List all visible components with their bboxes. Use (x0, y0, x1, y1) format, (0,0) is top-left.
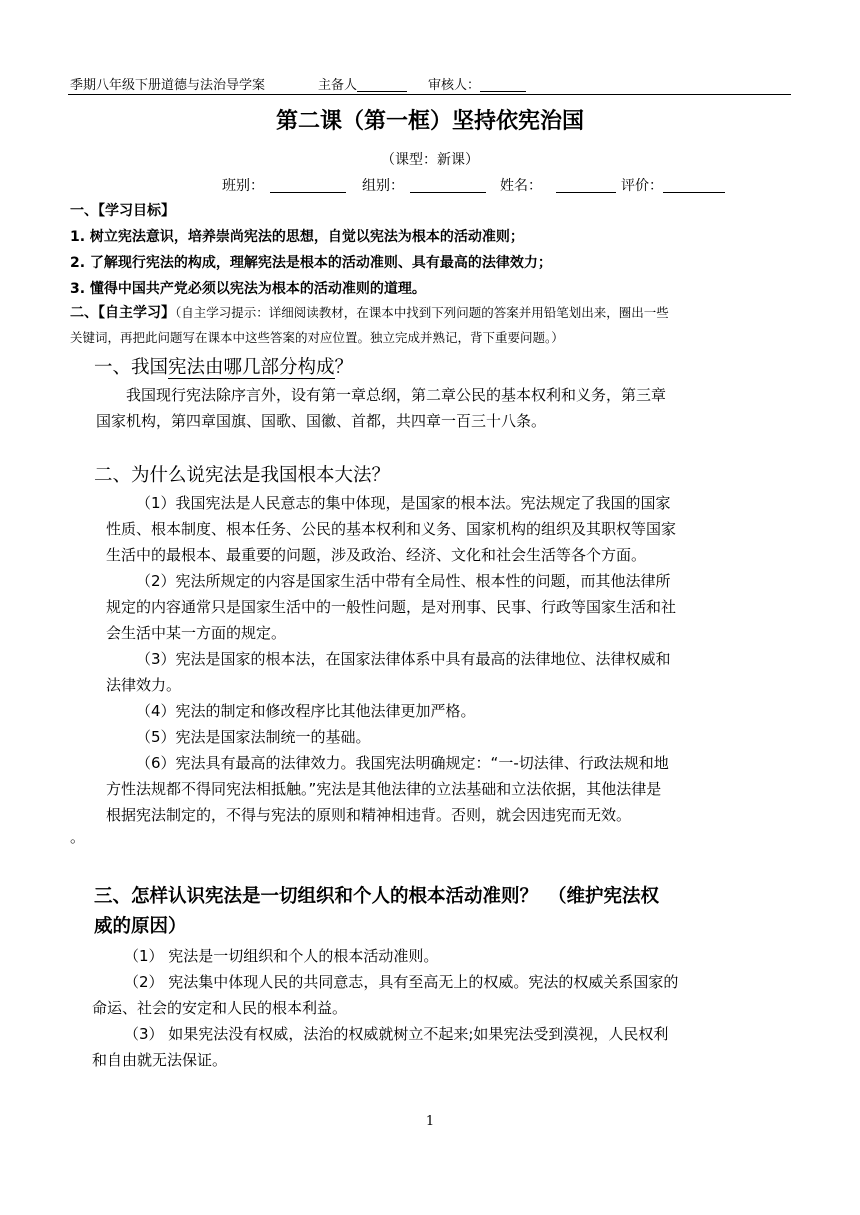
goals-heading: 一、【学习目标】 (70, 203, 175, 219)
lesson-type: （课型：新课） (381, 152, 479, 168)
self-study-heading-row (70, 302, 669, 322)
header-reviewer-label: 审核人： (428, 78, 481, 93)
q3-line: （1） 宪法是一切组织和个人的根本活动准则。 (124, 947, 439, 965)
q2-line: 规定的内容通常只是国家生活中的一般性问题，是对刑事、民事、行政等国家生活和社 (106, 598, 677, 616)
q3-line: （3） 如果宪法没有权威，法治的权威就树立不起来;如果宪法受到漠视，人民权利 (124, 1025, 669, 1043)
header-course-label: 季期八年级下册道德与法治导学案 (70, 78, 266, 93)
q2-line: 根据宪法制定的，不得与宪法的原则和精神相违背。否则，就会因违宪而无效。 (106, 806, 632, 824)
q2-line: 会生活中某一方面的规定。 (106, 624, 287, 642)
goal-item: 2. 了解现行宪法的构成，理解宪法是根本的活动准则、具有最高的法律效力； (70, 255, 552, 271)
self-study-hint-1: （自主学习提示：详细阅读教材，在课本中找到下列问题的答案并用铅笔划出来，圈出一些 (175, 305, 669, 320)
q2-line: （1）我国宪法是人民意志的集中体现，是国家的根本法。宪法规定了我国的国家 (136, 494, 671, 512)
class-field (222, 175, 346, 195)
q2-line: （2）宪法所规定的内容是国家生活中带有全局性、根本性的问题，而其他法律所 (136, 572, 671, 590)
q2-line: （3）宪法是国家的根本法，在国家法律体系中具有最高的法律地位、法律权威和 (136, 650, 671, 668)
group-label: 组别： (362, 178, 404, 194)
name-label: 姓名： (500, 178, 542, 194)
q3-line: 命运、社会的安定和人民的根本利益。 (92, 999, 348, 1017)
header-preparer (318, 74, 407, 93)
q2-line: 方性法规都不得同宪法相抵触。”宪法是其他法律的立法基础和立法依据，其他法律是 (106, 780, 662, 798)
goal-item: 3. 懂得中国共产党必须以宪法为根本的活动准则的道理。 (70, 281, 426, 297)
q1-line: 国家机构，第四章国旗、国歌、国徽、首都，共四章一百三十八条。 (96, 412, 547, 430)
q3-heading-paren: （维护宪法权 (548, 886, 660, 907)
q1-heading-prefix: 一、我国 (94, 357, 169, 378)
class-label: 班别： (222, 178, 264, 194)
goal-item: 1. 树立宪法意识，培养崇尚宪法的思想，自觉以宪法为根本的活动准则； (70, 229, 524, 245)
q2-line: （6）宪法具有最高的法律效力。我国宪法明确规定：“一-切法律、行政法规和地 (136, 754, 669, 772)
self-study-hint-2: 关键词，再把此问题写在课本中这些答案的对应位置。独立完成并熟记，背下重要问题。） (70, 330, 564, 345)
q2-line: 生活中的最根本、最重要的问题，涉及政治、经济、文化和社会生活等各个方面。 (106, 546, 647, 564)
q3-heading-line-2: 威的原因） (94, 916, 187, 937)
eval-field (621, 175, 725, 195)
self-study-heading: 二、【自主学习】 (70, 305, 175, 321)
q1-heading-underlined: 宪法由哪几部分构成 (168, 357, 335, 378)
q2-line: 性质、根本制度、根本任务、公民的基本权利和义务、国家机构的组织及其职权等国家 (106, 520, 677, 538)
stray-period: 。 (70, 828, 86, 846)
q3-line: （2） 宪法集中体现人民的共同意志，具有至高无上的权威。宪法的权威关系国家的 (124, 973, 679, 991)
q2-line: （4）宪法的制定和修改程序比其他法律更加严格。 (136, 702, 476, 720)
q2-heading: 二、为什么说宪法是我国根本大法？ (94, 465, 391, 486)
q2-line: （5）宪法是国家法制统一的基础。 (136, 728, 371, 746)
q1-heading (94, 353, 353, 379)
header-reviewer (428, 74, 526, 93)
header-divider (68, 94, 791, 95)
q1-line: 我国现行宪法除序言外，设有第一章总纲，第二章公民的基本权利和义务，第三章 (126, 386, 667, 404)
q3-heading-question: 三、怎样认识宪法是一切组织和个人的根本活动准则？ (94, 886, 539, 907)
header-preparer-label: 主备人 (318, 78, 358, 93)
q2-line: 法律效力。 (106, 676, 182, 694)
page-title: 第二课（第一框）坚持依宪治国 (275, 109, 584, 134)
q1-heading-suffix: ？ (334, 357, 354, 378)
name-field (500, 175, 616, 195)
q3-heading-line-1 (94, 882, 659, 908)
q3-line: 和自由就无法保证。 (92, 1051, 228, 1069)
page-number: 1 (425, 1114, 435, 1129)
eval-label: 评价： (621, 178, 663, 194)
group-field (362, 175, 486, 195)
